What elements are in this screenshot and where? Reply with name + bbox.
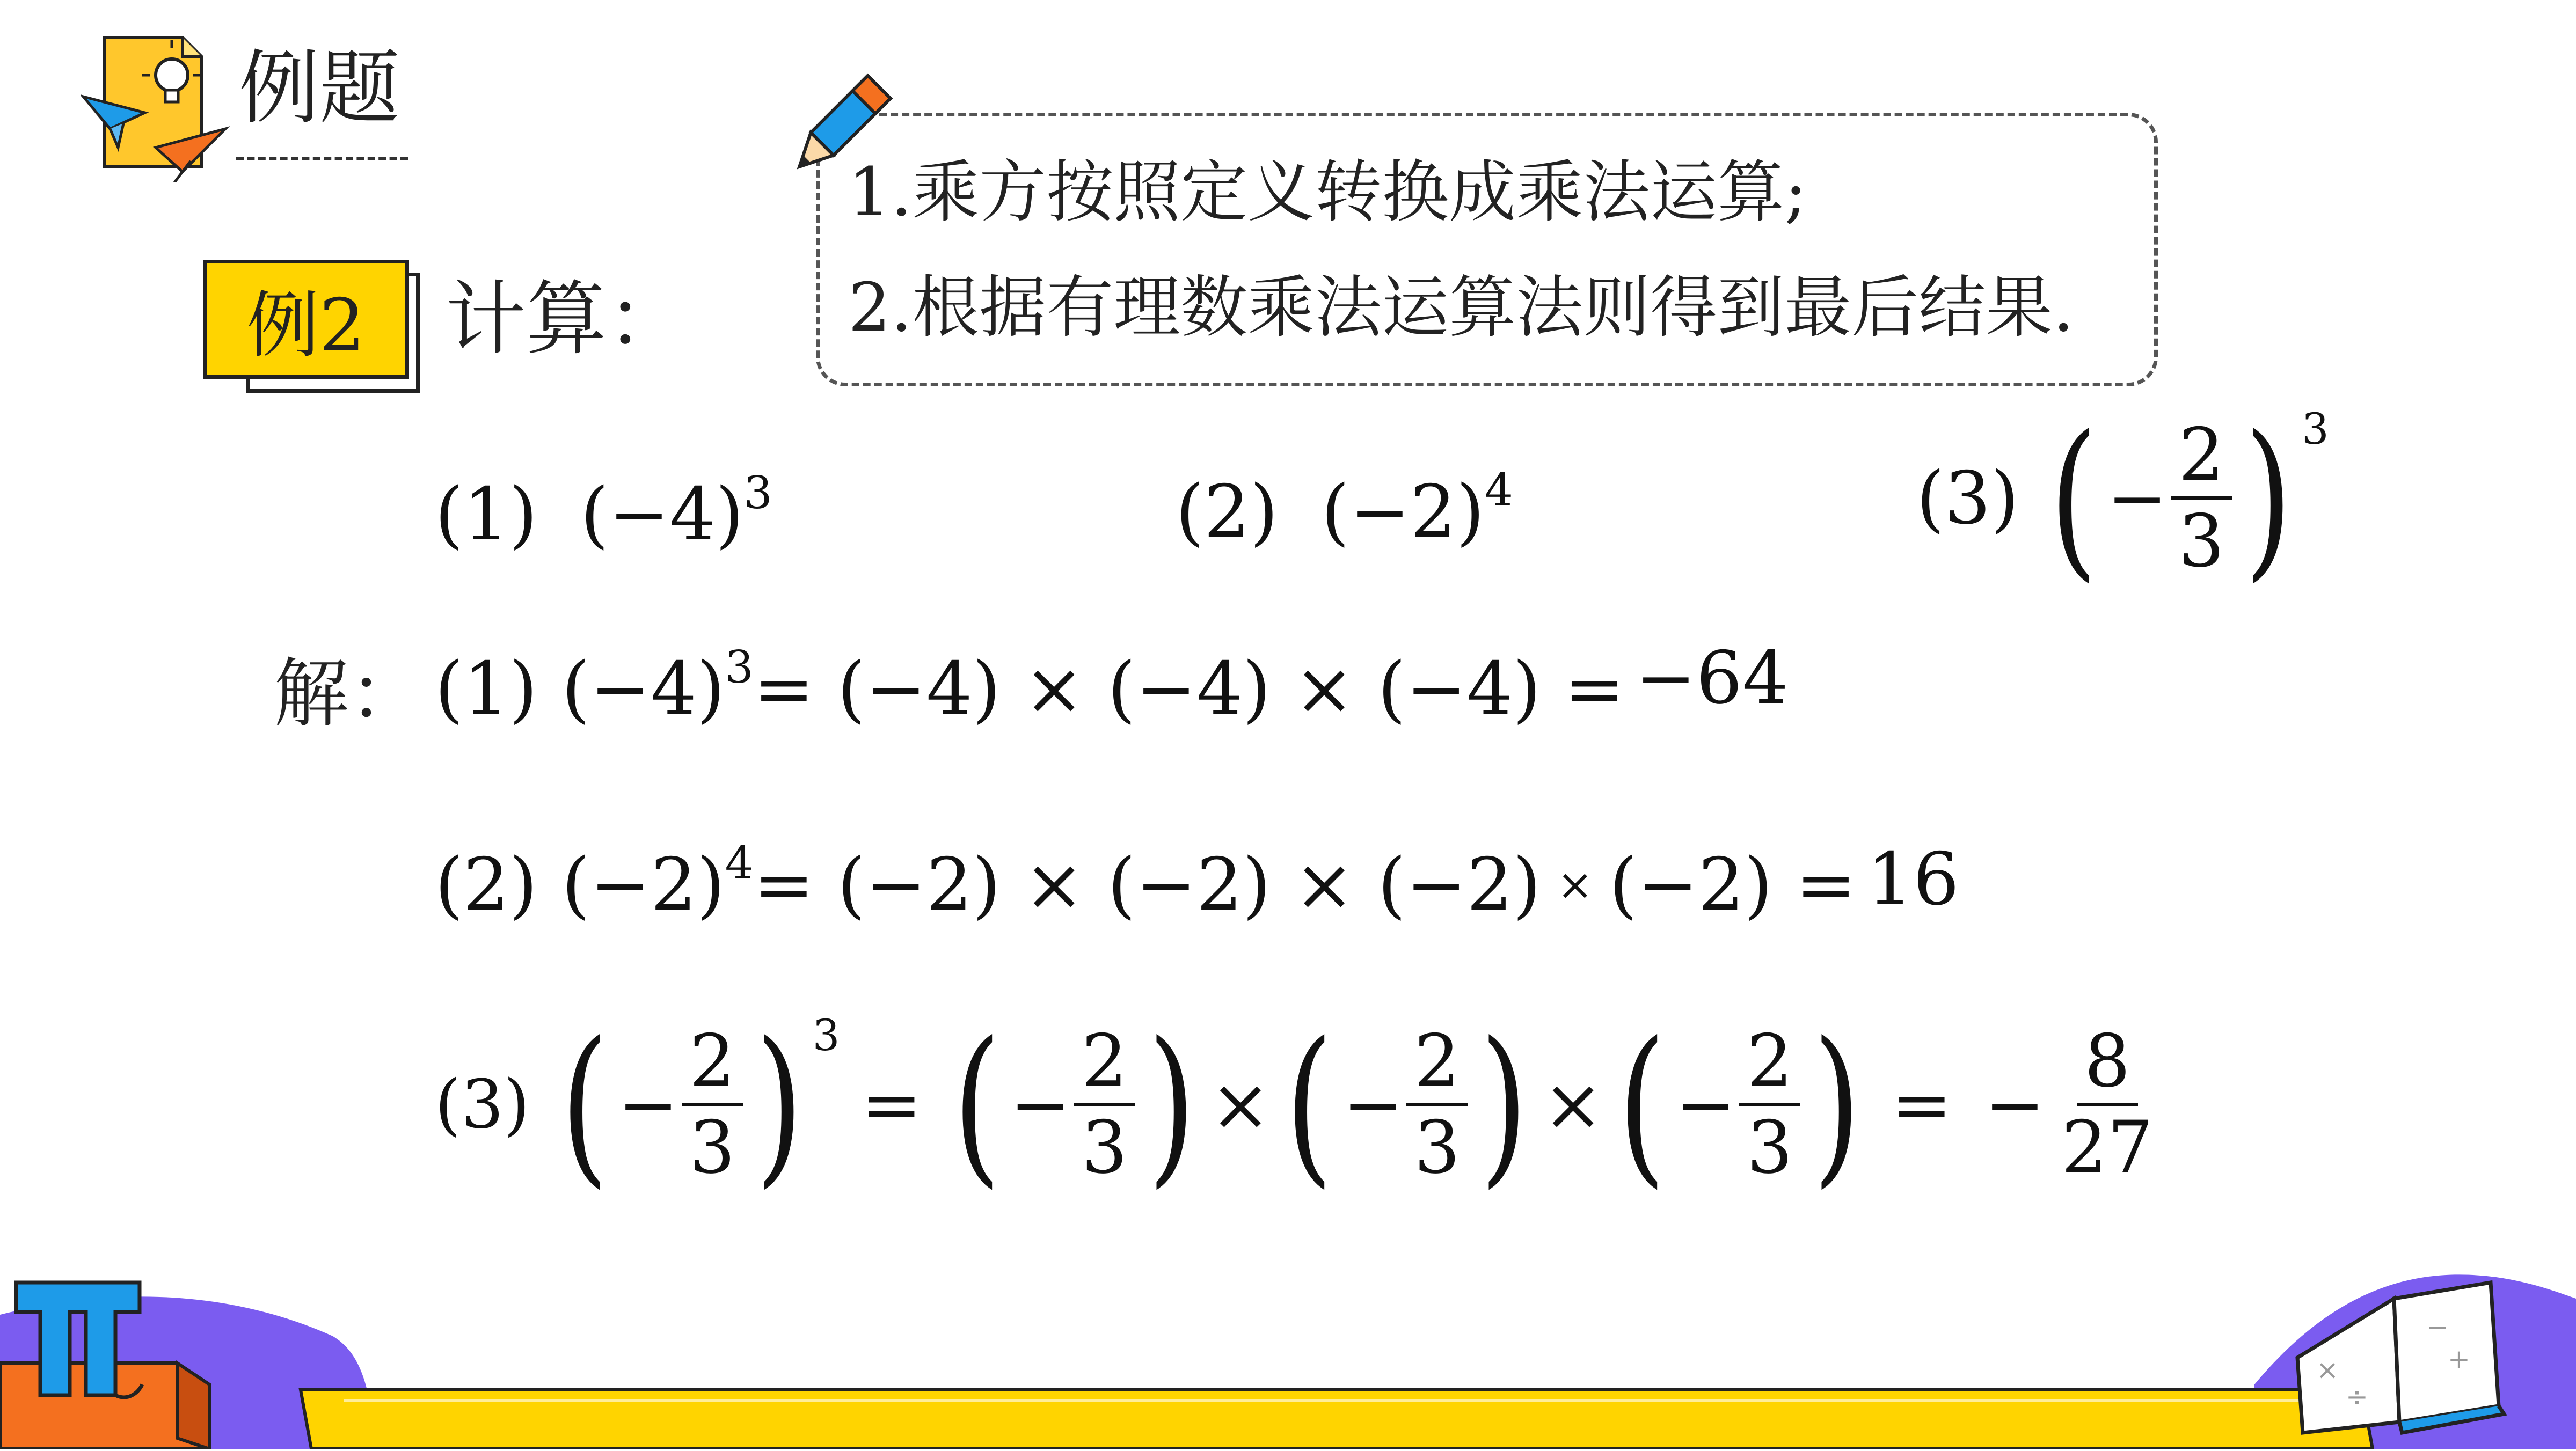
solution-3-result-sign: − (1984, 1062, 2045, 1147)
svg-text:÷: ÷ (2346, 1381, 2368, 1412)
solution-2-expansion: = (−2) × (−2) × (−2) (753, 842, 1541, 927)
solution-2-index: (2) (435, 842, 538, 927)
problem-3-fraction (2171, 413, 2232, 584)
solution-3-lhs-sign: − (617, 1062, 678, 1147)
solution-3-lhs-right-paren: ) (755, 1006, 804, 1204)
solution-2 (435, 836, 1959, 927)
problem-1-exponent: 3 (743, 466, 772, 519)
problem-3-numerator: 2 (2171, 417, 2232, 500)
solution-2-base: (−2) (561, 842, 725, 927)
tips-line-1: 1.乘方按照定义转换成乘法运算; (848, 153, 1807, 231)
solution-3-exponent: 3 (812, 1010, 840, 1060)
solution-3-factor-1-sign: − (1010, 1062, 1071, 1147)
problem-3-denominator: 3 (2178, 499, 2225, 584)
solution-2-expansion-end: (−2) = (1609, 842, 1857, 927)
solution-3-factor-1-numerator: 2 (1074, 1023, 1135, 1106)
solution-3-factor-3-sign: − (1675, 1062, 1736, 1147)
solution-3-factor-2-right-paren: ) (1480, 1006, 1528, 1204)
solution-3-result-numerator: 8 (2077, 1023, 2138, 1106)
solution-3-times-1: × (1210, 1062, 1271, 1147)
problem-2-index: (2) (1176, 470, 1279, 554)
problem-1 (435, 466, 772, 556)
title-underline (236, 157, 408, 160)
example-badge (203, 260, 409, 379)
solution-3-lhs-numerator: 2 (682, 1023, 743, 1106)
problem-1-base: (−4) (580, 472, 744, 556)
solution-3-factor-2-left-paren: ( (1285, 1006, 1333, 1204)
solution-3-index: (3) (435, 1066, 530, 1144)
solution-3-factor-2-denominator: 3 (1414, 1105, 1461, 1190)
example-prompt: 计算： (446, 273, 688, 366)
solution-3-factor-3-denominator: 3 (1747, 1105, 1793, 1190)
solution-1-base: (−4) (561, 647, 725, 731)
pencil-icon (778, 70, 896, 188)
bottom-decoration (0, 1223, 2576, 1449)
solution-3-result-fraction (2054, 1019, 2161, 1190)
solution-3-factor-1-left-paren: ( (953, 1006, 1001, 1204)
solution-3-lhs-left-paren: ( (560, 1006, 609, 1204)
problem-3-right-paren: ) (2244, 399, 2293, 597)
solution-3-factor-2-fraction (1406, 1019, 1468, 1190)
solution-2-result: 16 (1867, 837, 1959, 921)
problem-2-base: (−2) (1321, 470, 1485, 554)
example-badge-label: 例2 (246, 283, 366, 368)
problem-3-left-paren: ( (2049, 399, 2098, 597)
math-book-icon (2287, 1277, 2512, 1438)
solution-3-factor-1-denominator: 3 (1081, 1105, 1128, 1190)
problem-1-index: (1) (435, 472, 538, 556)
solution-3-lhs-denominator: 3 (689, 1105, 735, 1190)
solution-3-factor-2-numerator: 2 (1406, 1023, 1468, 1106)
solution-1-index: (1) (435, 647, 538, 731)
solution-1-result: −64 (1635, 636, 1789, 720)
solution-3-equals-2: = (1891, 1062, 1952, 1147)
solution-1-expansion: = (−4) × (−4) × (−4) = (753, 647, 1625, 731)
solution-3-factor-2-sign: − (1342, 1062, 1404, 1147)
lightbulb-paper-planes-icon (81, 32, 242, 182)
problem-3 (1916, 399, 2329, 597)
svg-text:+: + (2448, 1344, 2470, 1375)
solution-3-factor-3-numerator: 2 (1739, 1023, 1800, 1106)
solution-3-factor-3-fraction (1739, 1019, 1800, 1190)
svg-text:×: × (2316, 1354, 2339, 1386)
problem-2 (1176, 463, 1513, 554)
solution-3-factor-1-right-paren: ) (1147, 1006, 1195, 1204)
pencil-icon-wrap (778, 70, 896, 188)
tips-line-2: 2.根据有理数乘法运算法则得到最后结果. (848, 269, 2074, 347)
solution-label: 解： (274, 650, 425, 738)
problem-3-exponent: 3 (2301, 404, 2329, 454)
problem-3-sign: − (2107, 456, 2168, 541)
problem-2-exponent: 4 (1484, 463, 1513, 516)
solution-3-factor-3-right-paren: ) (1813, 1006, 1861, 1204)
solution-3 (435, 1006, 2164, 1204)
header-icon-group (81, 32, 242, 182)
solution-3-lhs-fraction (682, 1019, 743, 1190)
solution-3-equals-1: = (861, 1062, 922, 1147)
page-title: 例题 (239, 42, 400, 135)
math-book-icon-wrap (2287, 1277, 2512, 1438)
pi-icon (11, 1272, 150, 1411)
solution-2-small-times: × (1557, 860, 1593, 910)
solution-3-factor-3-left-paren: ( (1618, 1006, 1666, 1204)
problem-3-index: (3) (1916, 456, 2019, 541)
pi-icon-wrap (11, 1272, 150, 1411)
solution-3-result-denominator: 27 (2061, 1105, 2154, 1190)
solution-3-factor-1-fraction (1074, 1019, 1135, 1190)
solution-3-times-2: × (1543, 1062, 1604, 1147)
solution-1-exponent: 3 (725, 640, 754, 693)
svg-text:−: − (2426, 1311, 2449, 1343)
solution-2-exponent: 4 (725, 836, 754, 889)
solution-1 (435, 636, 1789, 731)
